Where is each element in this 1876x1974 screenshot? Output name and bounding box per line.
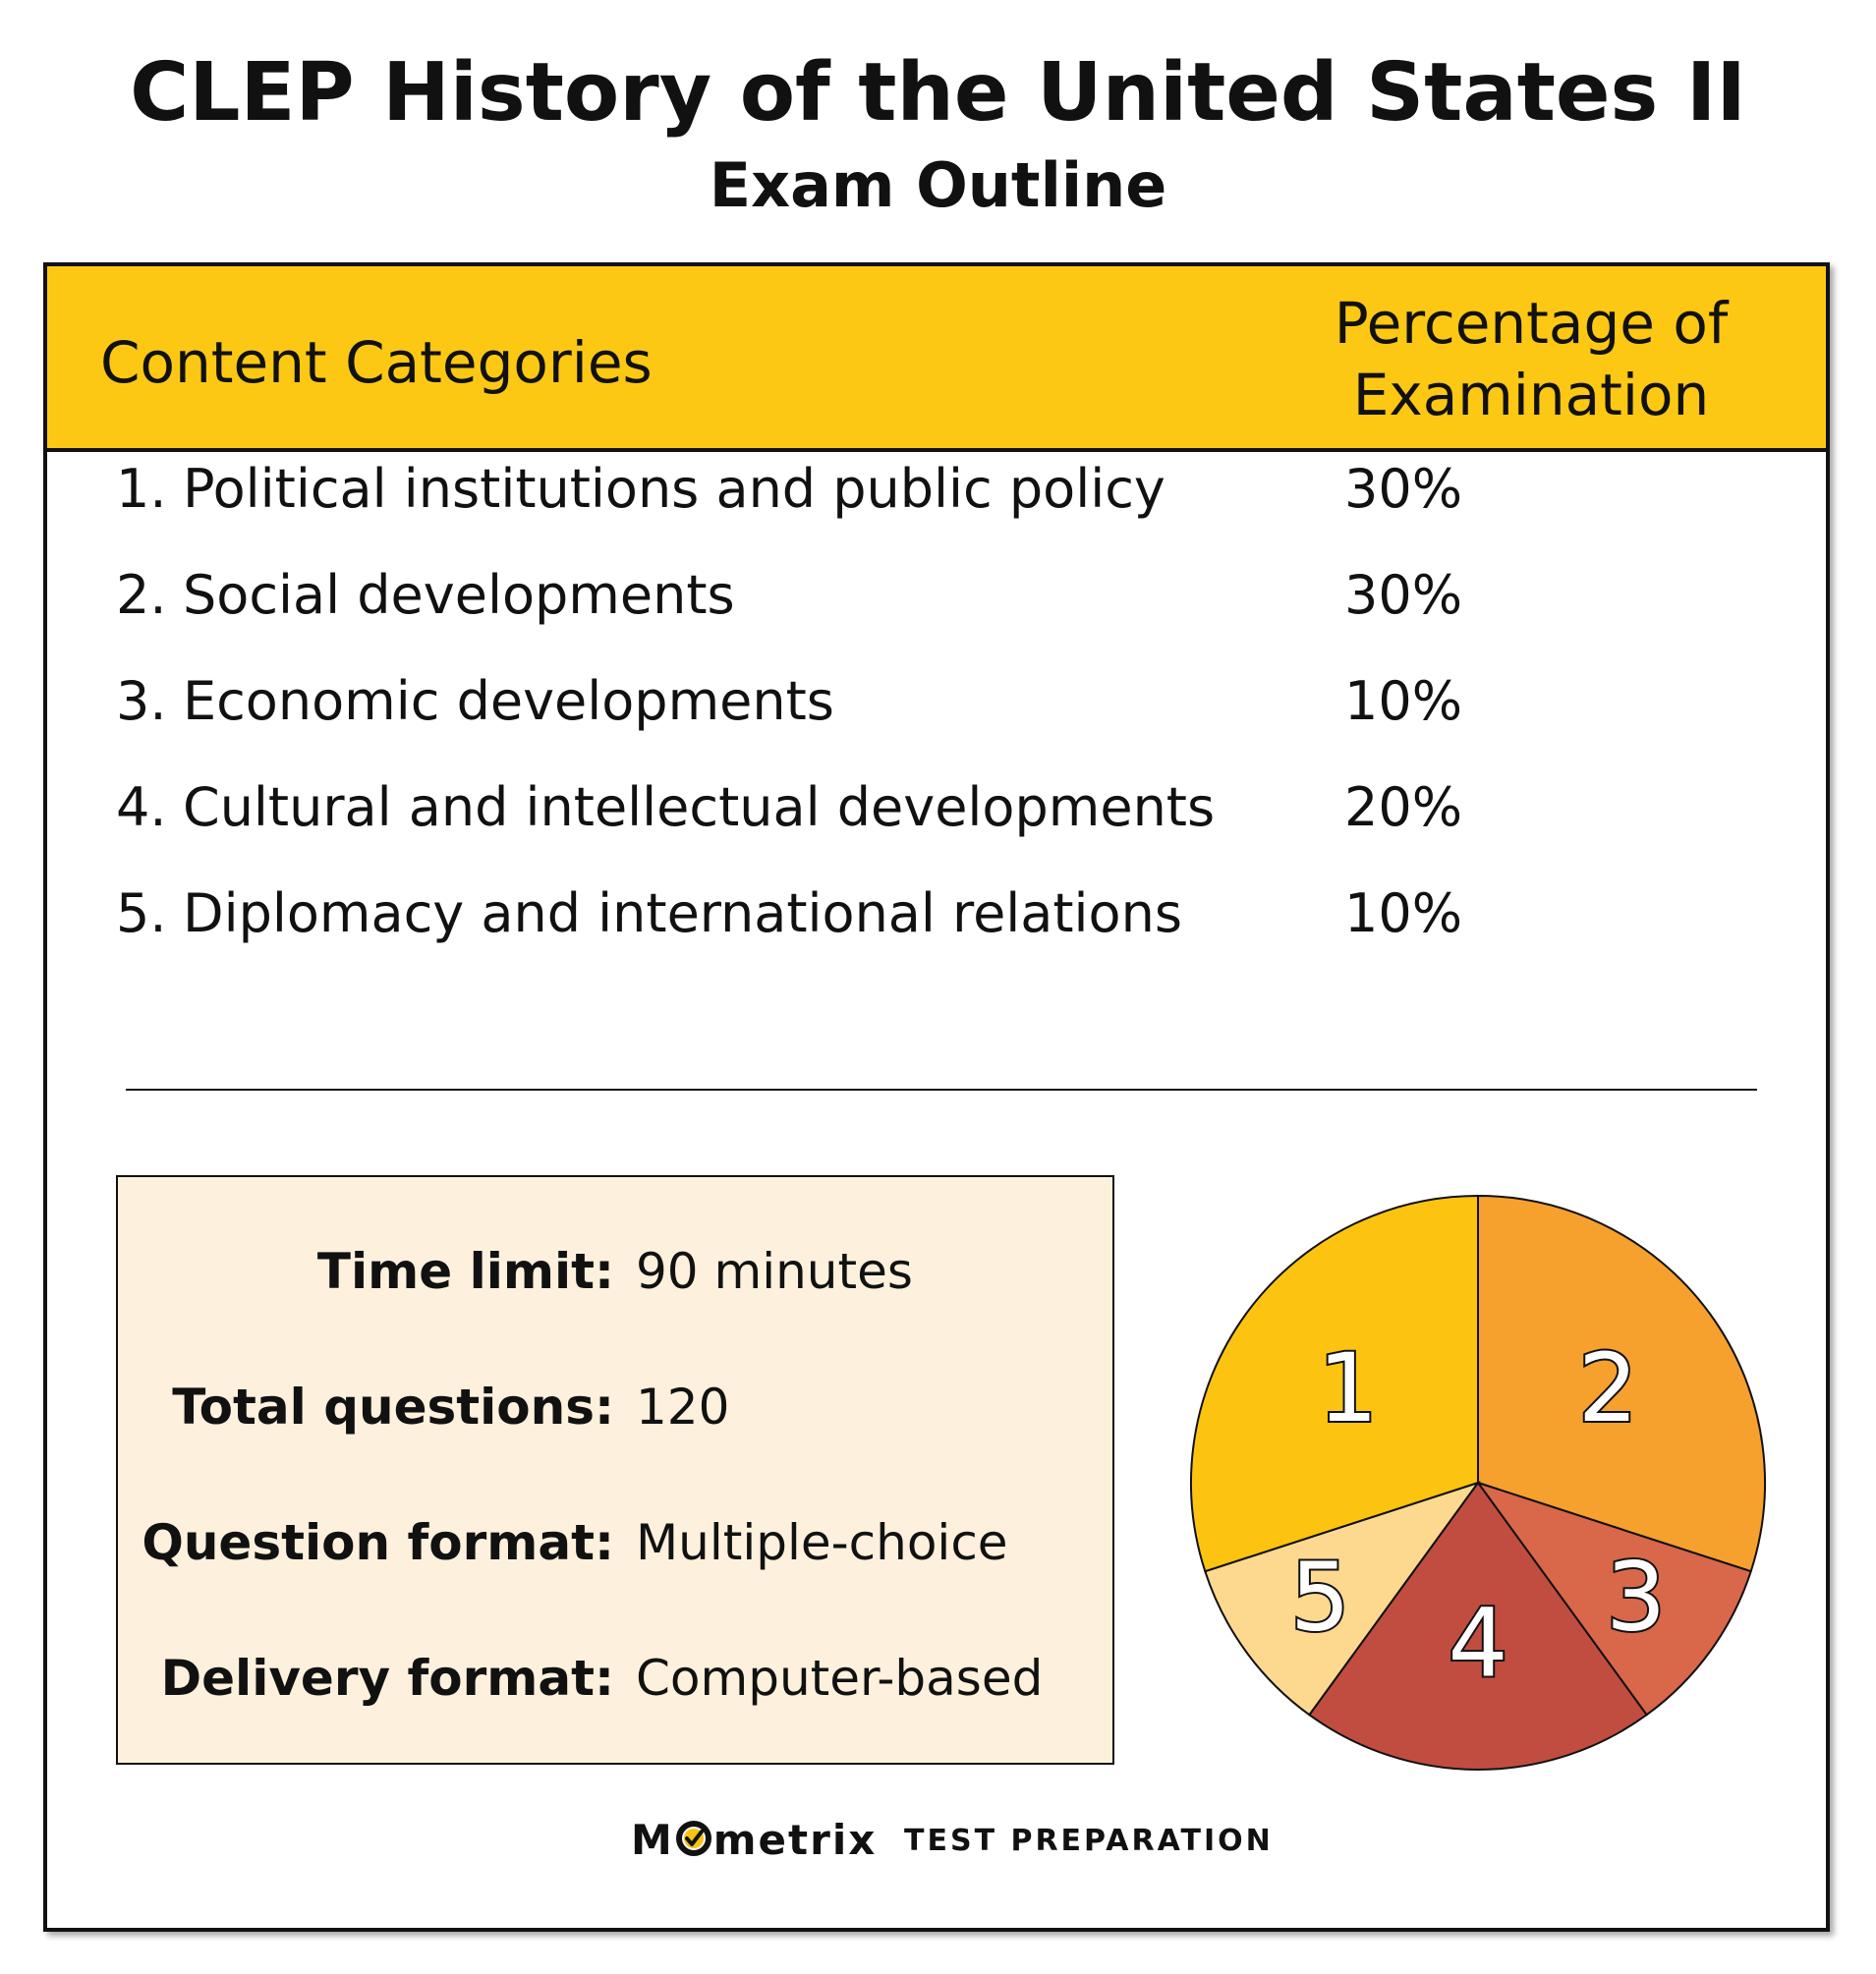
- header-percentage: [1305, 288, 1757, 430]
- page-title: CLEP History of the United States II: [130, 46, 1746, 140]
- header-percentage-line2: Examination: [1352, 361, 1710, 428]
- exam-details-box: [116, 1175, 1114, 1765]
- logo-tagline: TEST PREPARATION: [904, 1824, 1274, 1858]
- exam-outline-card: [43, 262, 1830, 1932]
- table-row: [116, 662, 1787, 741]
- row-number: 5.: [116, 882, 167, 944]
- detail-label: Question format:: [142, 1514, 614, 1571]
- row-percentage: 30%: [1343, 564, 1463, 626]
- detail-value: 90 minutes: [636, 1243, 913, 1300]
- row-percentage: 10%: [1343, 882, 1463, 944]
- logo-brand-rest: metrix: [712, 1816, 878, 1864]
- detail-value: Multiple-choice: [636, 1514, 1008, 1571]
- mometrix-logo: [631, 1811, 1319, 1870]
- pie-label-4: 4: [1448, 1588, 1508, 1699]
- logo-wordmark: [631, 1811, 877, 1870]
- logo-brand-m: M: [631, 1816, 674, 1864]
- header-content-categories: Content Categories: [100, 329, 653, 396]
- detail-value: Computer-based: [636, 1650, 1044, 1707]
- page-subtitle: Exam Outline: [709, 149, 1167, 221]
- row-category: Social developments: [183, 564, 735, 626]
- row-percentage: 30%: [1343, 458, 1463, 520]
- row-category: Diplomacy and international relations: [183, 882, 1182, 944]
- category-pie-chart: [1173, 1178, 1783, 1787]
- header-percentage-line1: Percentage of: [1334, 290, 1729, 357]
- row-percentage: 20%: [1343, 776, 1463, 838]
- table-row: [116, 556, 1787, 635]
- pie-label-5: 5: [1289, 1542, 1350, 1653]
- detail-label: Time limit:: [316, 1243, 614, 1300]
- detail-label: Total questions:: [172, 1379, 614, 1436]
- row-category: Economic developments: [183, 670, 834, 732]
- detail-total-questions: [118, 1368, 1112, 1446]
- detail-value: 120: [636, 1379, 730, 1436]
- table-row: [116, 450, 1787, 529]
- checkmark-o-icon: [675, 1820, 712, 1857]
- pie-label-2: 2: [1577, 1332, 1638, 1443]
- detail-time-limit: [118, 1232, 1112, 1311]
- row-category: Cultural and intellectual developments: [183, 776, 1216, 838]
- detail-label: Delivery format:: [160, 1650, 614, 1707]
- row-category: Political institutions and public policy: [183, 458, 1165, 520]
- detail-question-format: [118, 1503, 1112, 1582]
- row-number: 2.: [116, 564, 167, 626]
- section-divider: [126, 1089, 1757, 1091]
- table-row: [116, 874, 1787, 953]
- row-number: 3.: [116, 670, 167, 732]
- detail-delivery-format: [118, 1639, 1112, 1718]
- pie-label-1: 1: [1318, 1332, 1379, 1443]
- table-header: [47, 266, 1826, 452]
- row-number: 4.: [116, 776, 167, 838]
- row-percentage: 10%: [1343, 670, 1463, 732]
- row-number: 1.: [116, 458, 167, 520]
- pie-label-3: 3: [1606, 1542, 1667, 1653]
- table-row: [116, 768, 1787, 847]
